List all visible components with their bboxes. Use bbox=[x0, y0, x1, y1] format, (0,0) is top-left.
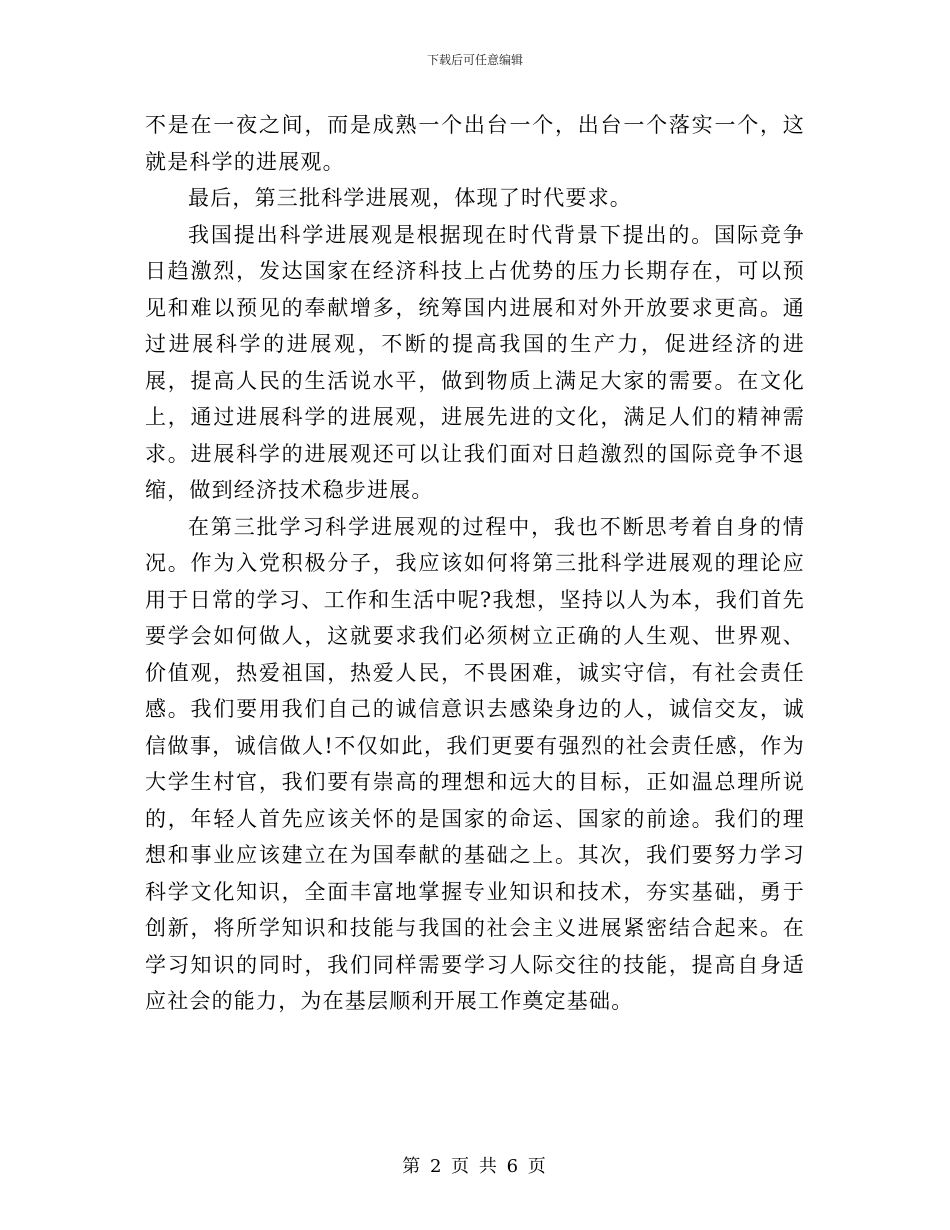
paragraph-finally: 最后，第三批科学进展观，体现了时代要求。 bbox=[188, 186, 632, 210]
paragraph-background: 我国提出科学进展观是根据现在时代背景下提出的。国际竞争日趋激烈，发达国家在经济科技上占优势的压力长期存在，可以预见和难以预见的奉献增多，统筹国内进展和对外开放要求更高。通过进展科学的进展观，不断的提高我国的生产力，促进经济的进展，提高人民的生活说水平，做到物质上满足大家的需要。在文化上，通过进展科学的进展观，进展先进的文化，满足人们的精神需求。进展科学的进展观还可以让我们面对日趋激烈的国际竞争不退缩，做到经济技术稳步进展。 bbox=[145, 222, 805, 502]
document-body bbox=[145, 107, 805, 1020]
paragraph-continuation: 不是在一夜之间，而是成熟一个出台一个，出台一个落实一个，这就是科学的进展观。 bbox=[145, 113, 805, 174]
page-number: 第 2 页 共 6 页 bbox=[402, 1156, 548, 1177]
page-header: 下载后可任意编辑 bbox=[426, 53, 523, 67]
paragraph-reflection: 在第三批学习科学进展观的过程中，我也不断思考着自身的情况。作为入党积极分子，我应该如何将第三批科学进展观的理论应用于日常的学习、工作和生活中呢?我想，坚持以人为本，我们首先要学会如何做人，这就要求我们必须树立正确的人生观、世界观、价值观，热爱祖国，热爱人民，不畏困难，诚实守信，有社会责任感。我们要用我们自己的诚信意识去感染身边的人，诚信交友，诚信做事，诚信做人!不仅如此，我们更要有强烈的社会责任感，作为大学生村官，我们要有崇高的理想和远大的目标，正如温总理所说的，年轻人首先应该关怀的是国家的命运、国家的前途。我们的理想和事业应该建立在为国奉献的基础之上。其次，我们要努力学习科学文化知识，全面丰富地掌握专业知识和技术，夯实基础，勇于创新，将所学知识和技能与我国的社会主义进展紧密结合起来。在学习知识的同时，我们同样需要学习人际交往的技能，提高自身适应社会的能力，为在基层顺利开展工作奠定基础。 bbox=[145, 514, 805, 1013]
